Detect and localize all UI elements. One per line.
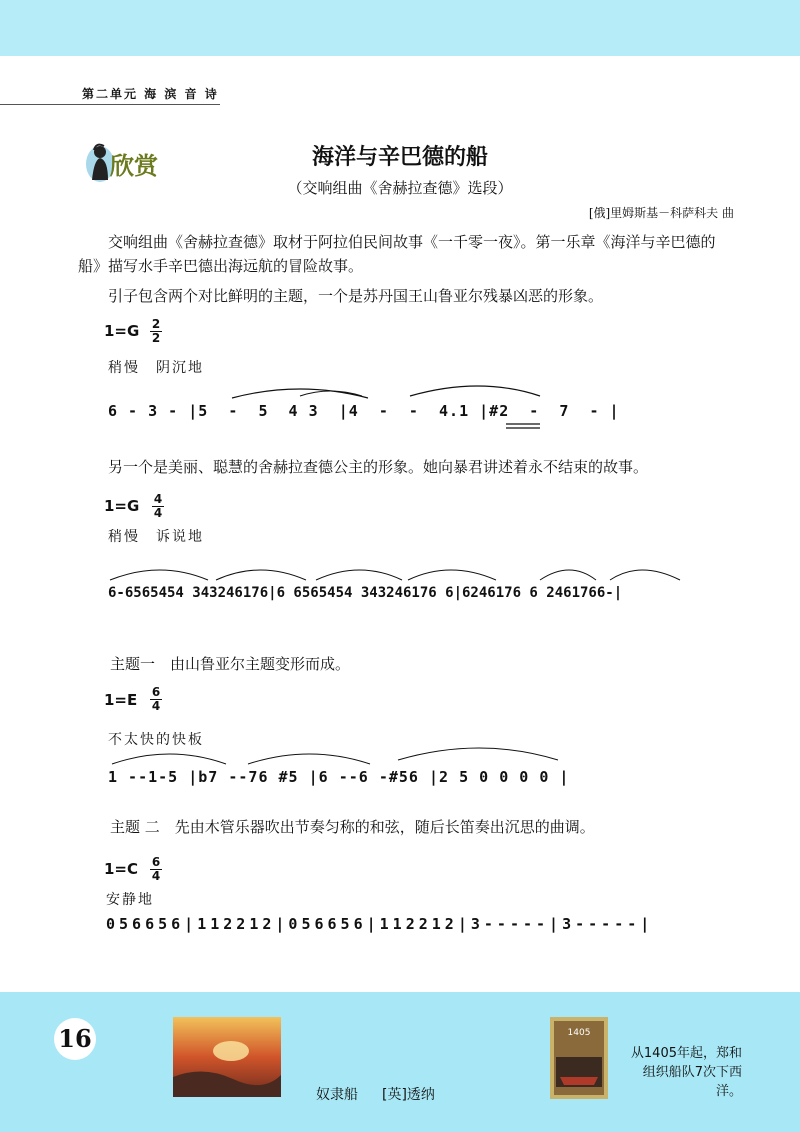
ex1-notation: 6 - 3 - |5 - 5 4 3 |4 - - 4.1 |#2 - 7 - | bbox=[108, 402, 620, 420]
theme2-notation: 056656|112212|056656|112212|3-----|3-----| bbox=[106, 915, 654, 933]
ex1-tempo: 稍慢 阴沉地 bbox=[108, 360, 204, 376]
painting-caption-artist: [英]透纳 bbox=[382, 1087, 435, 1103]
intro-paragraph-3: 另一个是美丽、聪慧的舍赫拉查德公主的形象。她向暴君讲述着永不结束的故事。 bbox=[108, 458, 649, 476]
ex2-time-num: 4 bbox=[153, 492, 163, 506]
theme2-label: 主题 二 先由木管乐器吹出节奏匀称的和弦，随后长笛奏出沉思的曲调。 bbox=[110, 818, 595, 836]
theme1-tempo: 不太快的快板 bbox=[108, 732, 204, 748]
theme1-key: 1=E bbox=[104, 691, 138, 709]
theme2-time-signature bbox=[150, 856, 162, 883]
intro-paragraph-2: 引子包含两个对比鲜明的主题，一个是苏丹国王山鲁亚尔残暴凶恶的形象。 bbox=[108, 287, 604, 305]
composer-credit: [俄]里姆斯基－科萨科夫 曲 bbox=[588, 206, 734, 220]
top-color-band bbox=[0, 0, 800, 56]
header-rule bbox=[0, 104, 220, 105]
ex1-time-den: 2 bbox=[151, 331, 161, 345]
theme1-time-num: 6 bbox=[151, 685, 161, 699]
painting-caption-title: 奴隶船 bbox=[316, 1087, 358, 1103]
ex2-tempo: 稍慢 诉说地 bbox=[108, 529, 204, 545]
ex2-notation: 6-6565454 343246176|6 6565454 343246176 6|6246176 6 2461766-| bbox=[108, 585, 623, 601]
zheng-he-book-cover-image bbox=[550, 1017, 608, 1099]
theme1-label: 主题一 由山鲁亚尔主题变形而成。 bbox=[110, 655, 351, 673]
slave-ship-painting-image bbox=[173, 1017, 281, 1097]
theme2-time-den: 4 bbox=[151, 869, 161, 883]
page-subtitle: （交响组曲《舍赫拉查德》选段） bbox=[287, 179, 513, 197]
unit-header: 第二单元 海 滨 音 诗 bbox=[82, 87, 219, 101]
ex1-time-signature bbox=[150, 318, 162, 345]
theme1-time-den: 4 bbox=[151, 699, 161, 713]
ex1-time-num: 2 bbox=[151, 317, 161, 331]
theme1-time-signature bbox=[150, 686, 162, 713]
page-number: 16 bbox=[54, 1018, 96, 1060]
book-cover-label: 1405 bbox=[567, 1028, 591, 1038]
theme2-key: 1=C bbox=[104, 860, 139, 878]
ex1-key: 1=G bbox=[104, 322, 140, 340]
ex2-time-signature bbox=[152, 493, 164, 520]
theme2-tempo: 安静地 bbox=[106, 892, 154, 908]
ex2-key: 1=G bbox=[104, 497, 140, 515]
intro-paragraph-1: 交响组曲《舍赫拉查德》取材于阿拉伯民间故事《一千零一夜》。第一乐章《海洋与辛巴德的船》描写水手辛巴德出海远航的冒险故事。 bbox=[78, 233, 716, 275]
page-title: 海洋与辛巴德的船 bbox=[311, 145, 488, 170]
theme2-time-num: 6 bbox=[151, 855, 161, 869]
theme1-notation: 1 --1-5 |b7 --76 #5 |6 --6 -#56 |2 5 0 0 0 0 | bbox=[108, 768, 570, 786]
ex2-time-den: 4 bbox=[153, 506, 163, 520]
appreciate-label: 欣赏 bbox=[110, 151, 158, 180]
zheng-he-caption: 从1405年起，郑和组织船队7次下西洋。 bbox=[630, 1046, 742, 1099]
